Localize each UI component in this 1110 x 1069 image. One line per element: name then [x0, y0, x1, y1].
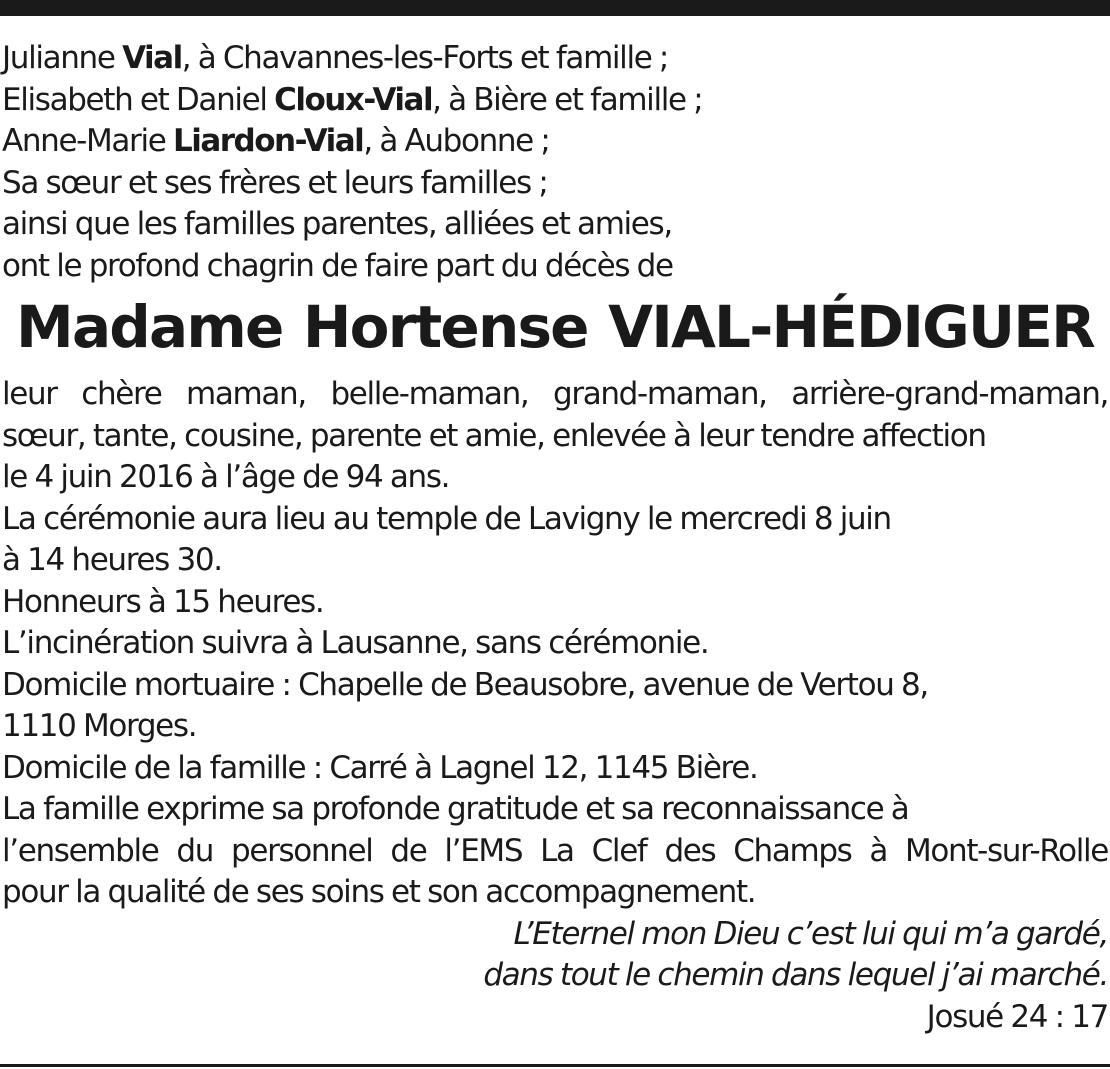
- family-line-5: ainsi que les familles parentes, alliées et amies,: [2, 206, 672, 242]
- family-line-4: Sa sœur et ses frères et leurs familles ;: [2, 164, 548, 201]
- family-text: , à Bière et famille ;: [432, 81, 703, 118]
- deceased-name: Madame Hortense VIAL-HÉDIGUER: [16, 293, 1094, 361]
- body-line-6: Honneurs à 15 heures.: [2, 583, 324, 620]
- verse-line-2: dans tout le chemin dans lequel j’ai marché.: [483, 957, 1108, 993]
- body-line-2: sœur, tante, cousine, parente et amie, enlevée à leur tendre affection: [2, 417, 986, 454]
- family-text: Elisabeth et Daniel: [2, 81, 275, 118]
- family-text: , à Aubonne ;: [363, 123, 550, 159]
- family-line-3: [2, 121, 1108, 163]
- family-text: Julianne: [2, 40, 123, 76]
- body-line-5: à 14 heures 30.: [2, 542, 222, 578]
- body-line-1: leur chère maman, belle-maman, grand-maman, arrière-grand-maman,: [2, 376, 1108, 412]
- verse-line-1: L’Eternel mon Dieu c’est lui qui m’a gardé,: [513, 915, 1108, 952]
- family-line-6: ont le profond chagrin de faire part du décès de: [2, 247, 673, 284]
- top-rule: [0, 0, 1110, 16]
- body-line-12: l’ensemble du personnel de l’EMS La Clef des Champs à Mont-sur-Rolle: [2, 832, 1108, 869]
- body-line-4: La cérémonie aura lieu au temple de Lavigny le mercredi 8 juin: [2, 500, 891, 537]
- body-line-8: Domicile mortuaire : Chapelle de Beausobre, avenue de Vertou 8,: [2, 666, 928, 703]
- family-text: Anne-Marie: [2, 123, 173, 159]
- body-line-3: le 4 juin 2016 à l’âge de 94 ans.: [2, 459, 450, 495]
- family-text: , à Chavannes-les-Forts et famille ;: [181, 40, 669, 76]
- family-surname: Vial: [122, 40, 182, 76]
- body-line-7: L’incinération suivra à Lausanne, sans cérémonie.: [2, 625, 709, 661]
- body-line-10: Domicile de la famille : Carré à Lagnel 12, 1145 Bière.: [2, 749, 758, 786]
- family-surname: Liardon-Vial: [172, 123, 364, 159]
- verse-reference: Josué 24 : 17: [926, 998, 1108, 1035]
- body-line-13: pour la qualité de ses soins et son accompagnement.: [2, 874, 756, 910]
- body-line-11: La famille exprime sa profonde gratitude et sa reconnaissance à: [2, 791, 909, 827]
- bottom-rule: [0, 1064, 1110, 1067]
- obituary-notice: [2, 38, 1108, 1038]
- family-surname: Cloux-Vial: [274, 81, 433, 118]
- body-line-9: 1110 Morges.: [2, 708, 197, 744]
- family-line-2: [2, 80, 1108, 122]
- family-line-1: [2, 38, 1108, 80]
